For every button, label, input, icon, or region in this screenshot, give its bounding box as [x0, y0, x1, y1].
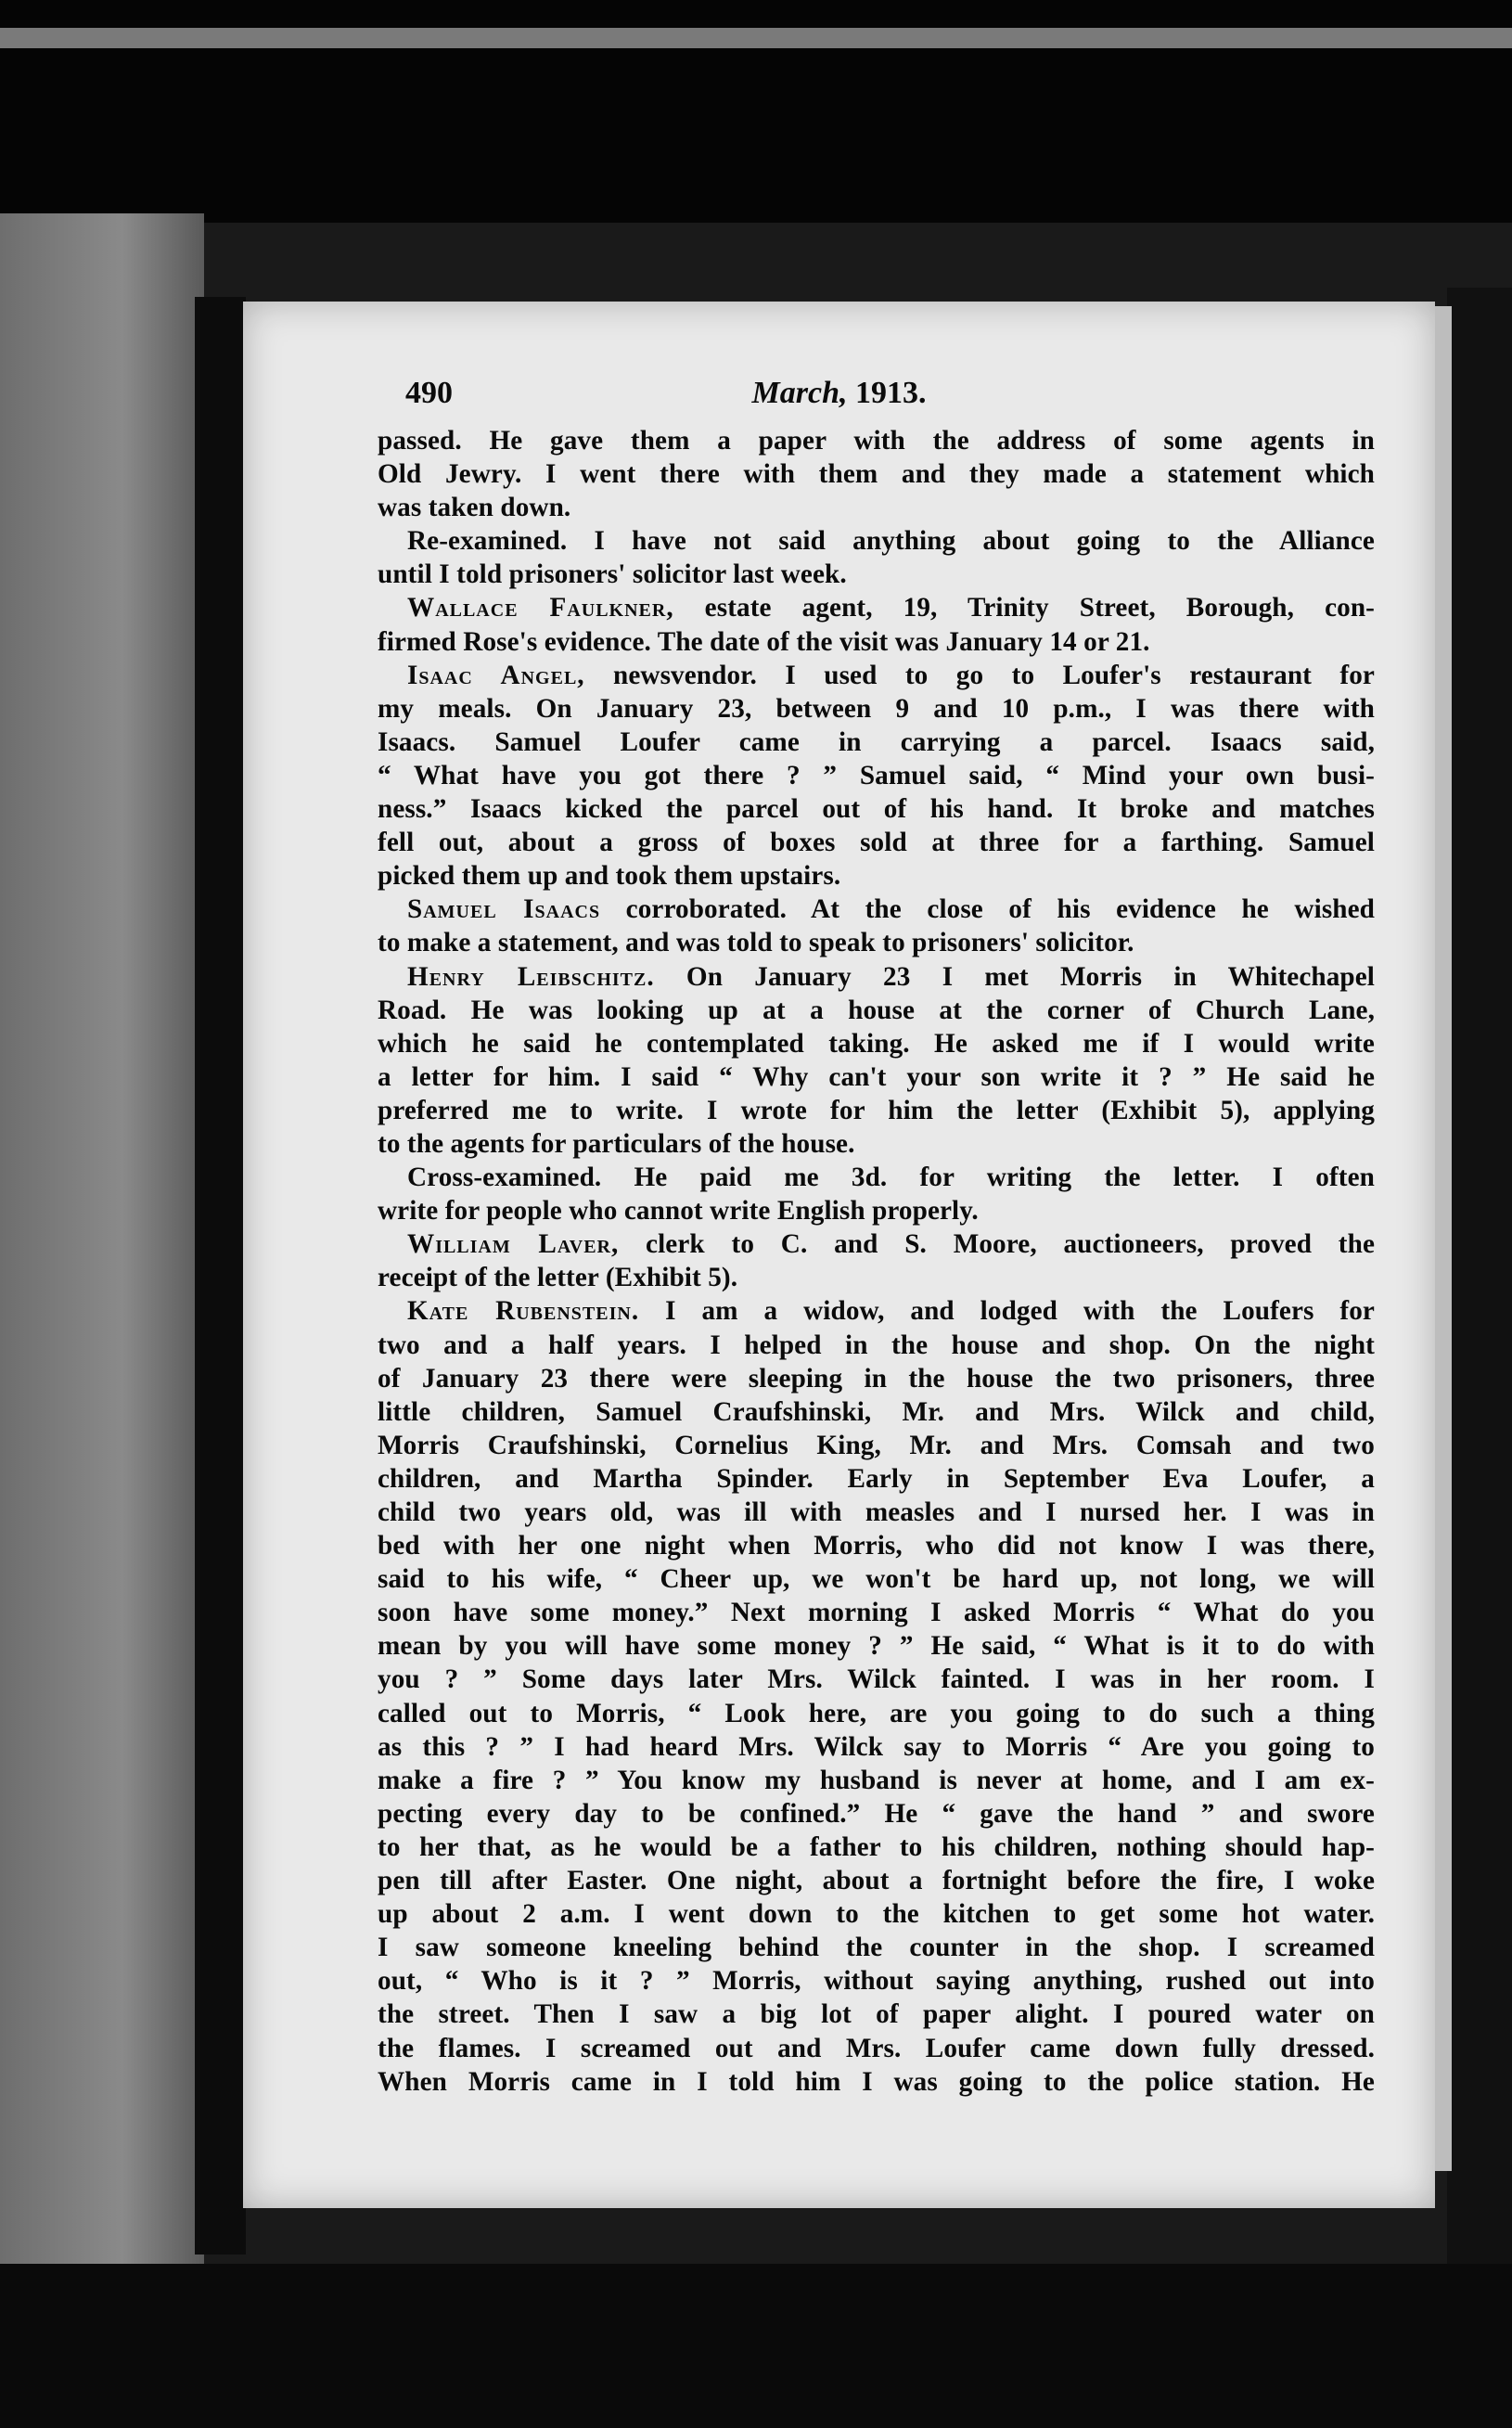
text-line [378, 1329, 1375, 1362]
line-text: the flames. I screamed out and Mrs. Loufer came down fully dressed. [378, 2033, 1375, 2063]
text-line [378, 558, 1375, 591]
left-facing-page-edge [0, 213, 204, 2428]
text-line [378, 926, 1375, 959]
text-line [378, 524, 1375, 558]
text-line [378, 1697, 1375, 1730]
right-background [1447, 288, 1512, 2428]
line-text: said to his wife, “ Cheer up, we won't be hard up, not long, we will [378, 1564, 1375, 1595]
body-text [378, 424, 1375, 2099]
line-text: up about 2 a.m. I went down to the kitchen to get some hot water. [378, 1899, 1375, 1930]
line-text: I am a widow, and lodged with the Loufers for [639, 1296, 1375, 1327]
text-line [378, 859, 1375, 893]
line-text: bed with her one night when Morris, who did not know I was there, [378, 1531, 1375, 1561]
line-text: Cross-examined. He paid me 3d. for writing the letter. I often [407, 1163, 1375, 1193]
line-text: On January 23 I met Morris in Whitechapel [654, 961, 1376, 992]
text-line [378, 591, 1375, 624]
text-line [378, 625, 1375, 659]
film-top-strip [0, 28, 1512, 48]
speaker-name: Samuel Isaacs [407, 894, 601, 925]
text-line [378, 424, 1375, 457]
line-text: Isaacs. Samuel Loufer came in carrying a parcel. Isaacs said, [378, 726, 1375, 757]
text-line [378, 826, 1375, 859]
line-text: soon have some money.” Next morning I asked Morris “ What do you [378, 1598, 1375, 1628]
line-text: my meals. On January 23, between 9 and 10 p.m., I was there with [378, 693, 1375, 724]
text-line [378, 659, 1375, 692]
line-text: mean by you will have some money ? ” He said, “ What is it to do with [378, 1631, 1375, 1662]
text-line [378, 457, 1375, 491]
line-text: to her that, as he would be a father to his children, nothing should hap- [378, 1831, 1375, 1862]
line-text: fell out, about a gross of boxes sold at three for a farthing. Samuel [378, 828, 1375, 858]
line-text: of January 23 there were sleeping in the house the two prisoners, three [378, 1363, 1375, 1394]
text-line [378, 2032, 1375, 2065]
line-text: When Morris came in I told him I was going to the police station. He [378, 2066, 1375, 2097]
line-text: to make a statement, and was told to speak to prisoners' solicitor. [378, 928, 1134, 958]
text-line [378, 1395, 1375, 1429]
book-binding [195, 297, 246, 2255]
line-text: corroborated. At the close of his evidence he wished [600, 894, 1375, 925]
text-line [378, 1529, 1375, 1562]
text-line [378, 1094, 1375, 1127]
text-line [378, 1562, 1375, 1596]
text-line [378, 1194, 1375, 1227]
text-line [378, 1161, 1375, 1194]
line-text: firmed Rose's evidence. The date of the visit was January 14 or 21. [378, 626, 1150, 657]
text-line [378, 1764, 1375, 1797]
line-text: “ What have you got there ? ” Samuel said, “ Mind your own busi- [378, 760, 1375, 790]
text-line [378, 1496, 1375, 1529]
line-text: Old Jewry. I went there with them and they made a statement which [378, 459, 1375, 490]
text-line [378, 1060, 1375, 1094]
text-line [378, 2065, 1375, 2099]
line-text: called out to Morris, “ Look here, are you going to do such a thing [378, 1698, 1375, 1728]
line-text: you ? ” Some days later Mrs. Wilck fainted. I was in her room. I [378, 1664, 1375, 1695]
line-text: pecting every day to be confined.” He “ gave the hand ” and swore [378, 1798, 1375, 1829]
text-line [378, 1227, 1375, 1261]
line-text: pen till after Easter. One night, about a fortnight before the fire, I woke [378, 1866, 1375, 1896]
text-line [378, 1797, 1375, 1831]
line-text: a letter for him. I said “ Why can't your son write it ? ” He said he [378, 1061, 1375, 1092]
page-header [243, 376, 1435, 420]
line-text: out, “ Who is it ? ” Morris, without saying anything, rushed out into [378, 1966, 1375, 1997]
text-line [378, 1027, 1375, 1060]
line-text: which he said he contemplated taking. He asked me if I would write [378, 1028, 1375, 1059]
line-text: newsvendor. I used to go to Loufer's restaurant for [584, 660, 1375, 690]
text-line [378, 1261, 1375, 1294]
text-line [378, 1831, 1375, 1864]
running-head [243, 376, 1435, 411]
speaker-name: Isaac Angel, [407, 660, 585, 690]
line-text: clerk to C. and S. Moore, auctioneers, proved the [619, 1229, 1375, 1260]
line-text: until I told prisoners' solicitor last week. [378, 559, 847, 590]
line-text: estate agent, 19, Trinity Street, Borough, con- [673, 593, 1375, 623]
speaker-name: Kate Rubenstein. [407, 1296, 640, 1327]
text-line [378, 1964, 1375, 1998]
text-line [378, 1294, 1375, 1328]
line-text: picked them up and took them upstairs. [378, 861, 841, 892]
line-text: receipt of the letter (Exhibit 5). [378, 1263, 738, 1293]
text-line [378, 1864, 1375, 1897]
text-line [378, 994, 1375, 1027]
text-line [378, 726, 1375, 759]
line-text: the street. Then I saw a big lot of paper alight. I poured water on [378, 1999, 1375, 2030]
speaker-name: William Laver, [407, 1229, 620, 1260]
line-text: Morris Craufshinski, Cornelius King, Mr. and Mrs. Comsah and two [378, 1430, 1375, 1460]
text-line [378, 960, 1375, 994]
speaker-name: Wallace Faulkner, [407, 593, 674, 623]
line-text: children, and Martha Spinder. Early in September Eva Loufer, a [378, 1463, 1375, 1494]
line-text: passed. He gave them a paper with the address of some agents in [378, 426, 1375, 456]
line-text: child two years old, was ill with measles and I nursed her. I was in [378, 1497, 1375, 1527]
line-text: write for people who cannot write English properly. [378, 1196, 979, 1227]
text-line [378, 1931, 1375, 1964]
text-line [378, 1127, 1375, 1161]
text-line [378, 491, 1375, 524]
line-text: was taken down. [378, 493, 571, 523]
page-stack-edge [1433, 306, 1452, 2171]
line-text: two and a half years. I helped in the house and shop. On the night [378, 1330, 1375, 1360]
text-line [378, 1629, 1375, 1663]
film-bottom-band [0, 2264, 1512, 2428]
line-text: to the agents for particulars of the house. [378, 1128, 855, 1159]
running-head-month: March, [751, 376, 848, 410]
book-page [243, 302, 1435, 2208]
text-line [378, 1596, 1375, 1629]
line-text: I saw someone kneeling behind the counter in the shop. I screamed [378, 1933, 1375, 1963]
line-text: little children, Samuel Craufshinski, Mr. and Mrs. Wilck and child, [378, 1396, 1375, 1427]
text-line [378, 1998, 1375, 2031]
speaker-name: Henry Leibschitz. [407, 961, 655, 992]
text-line [378, 792, 1375, 826]
line-text: Road. He was looking up at a house at the corner of Church Lane, [378, 995, 1375, 1025]
text-line [378, 759, 1375, 792]
line-text: ness.” Isaacs kicked the parcel out of his hand. It broke and matches [378, 794, 1375, 825]
page-number: 490 [405, 376, 453, 410]
text-line [378, 1730, 1375, 1764]
text-line [378, 1362, 1375, 1395]
text-line [378, 692, 1375, 726]
text-line [378, 1429, 1375, 1462]
text-line [378, 893, 1375, 926]
running-head-year: 1913. [854, 376, 927, 410]
line-text: Re-examined. I have not said anything about going to the Alliance [407, 526, 1375, 557]
line-text: as this ? ” I had heard Mrs. Wilck say to Morris “ Are you going to [378, 1731, 1375, 1762]
text-line [378, 1663, 1375, 1696]
text-line [378, 1462, 1375, 1496]
line-text: preferred me to write. I wrote for him the letter (Exhibit 5), applying [378, 1095, 1375, 1125]
text-line [378, 1897, 1375, 1931]
line-text: make a fire ? ” You know my husband is never at home, and I am ex- [378, 1765, 1375, 1795]
